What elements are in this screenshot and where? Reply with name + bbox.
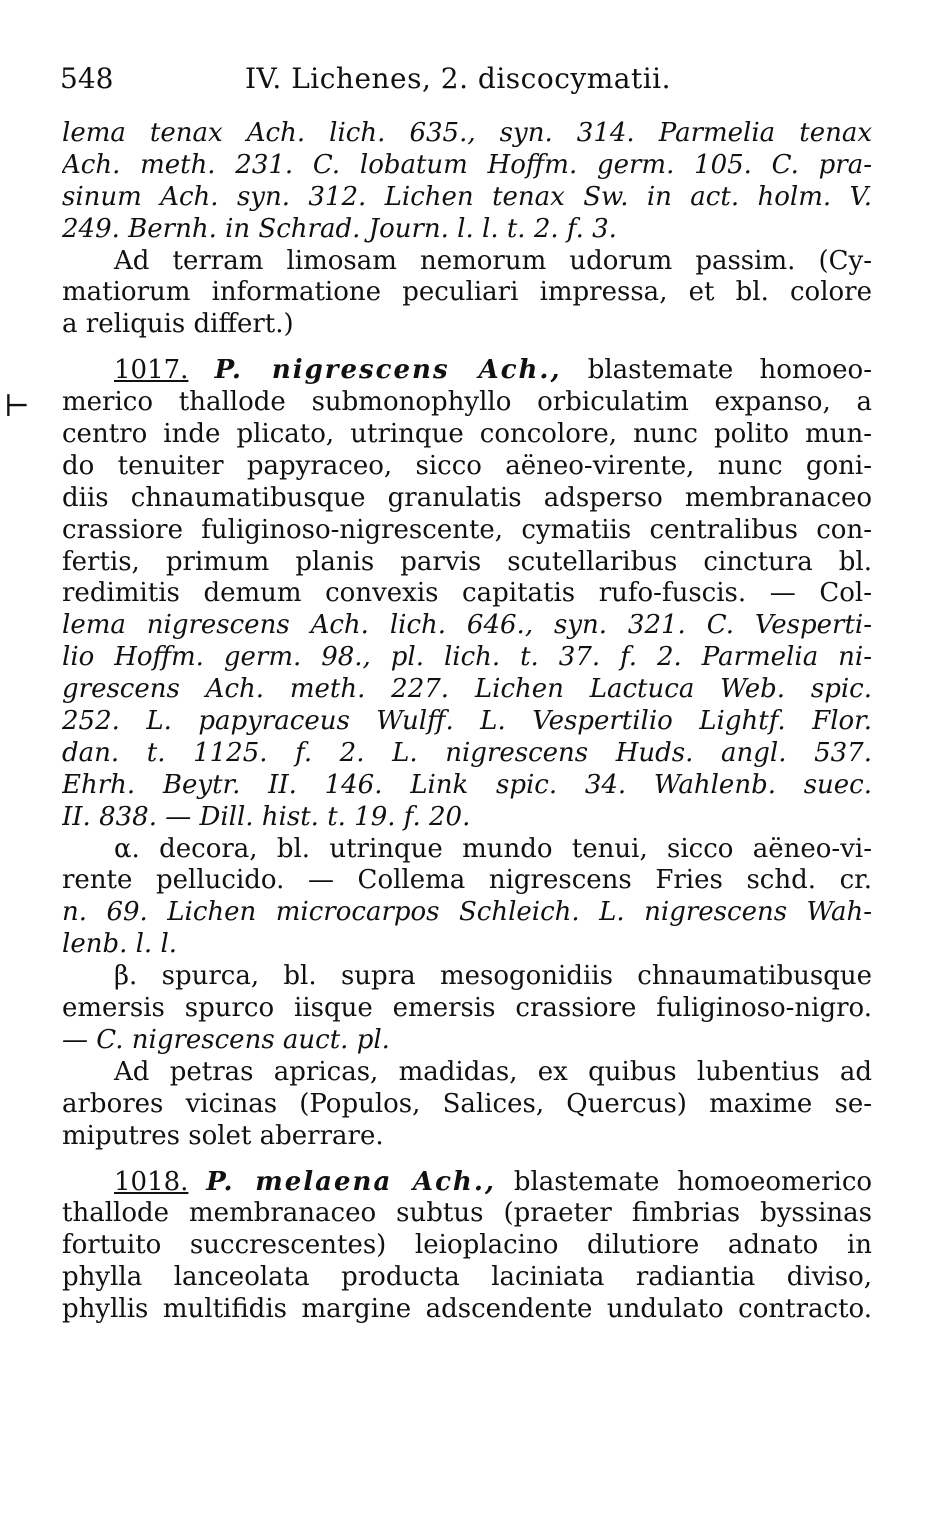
text-line: lio Hoffm. germ. 98., pl. lich. t. 37. f. 2. Parmelia ni- (62, 642, 872, 673)
species-number: 1018. (114, 1166, 189, 1197)
page-number: 548 (60, 62, 114, 95)
text-line: redimitis demum convexis capitatis rufo-fuscis. — Col- (62, 578, 872, 609)
text-line: dan. t. 1125. f. 2. L. nigrescens Huds. angl. 537. (62, 737, 872, 768)
text-line: arbores vicinas (Populos, Salices, Quercus) maxime se- (62, 1088, 872, 1119)
text-line: fertis, primum planis parvis scutellaribus cinctura bl. (62, 546, 872, 577)
text-line: Ad terram limosam nemorum udorum passim. (Cy- (114, 245, 872, 276)
text-line: crassiore fuliginoso-nigrescente, cymatiis centralibus con- (62, 514, 872, 545)
habitat-line: Ad petras apricas, madidas, ex quibus lubentius ad (114, 1056, 872, 1087)
text-line: Ehrh. Beytr. II. 146. Link spic. 34. Wahlenb. suec. (62, 769, 872, 800)
species-description-start: blastemate homoeo- (587, 355, 872, 386)
species-heading-1018 (62, 1167, 872, 1199)
text-line: lenb. l. l. (62, 929, 178, 960)
text-line: 249. Bernh. in Schrad. Journ. l. l. t. 2. f. 3. (62, 213, 617, 244)
text-line: rente pellucido. — Collema nigrescens Fries schd. cr. (62, 865, 872, 896)
species-number: 1017. (114, 355, 189, 386)
species-description-start: blastemate homoeomerico (513, 1166, 872, 1197)
text-line: do tenuiter papyraceo, sicco aëneo-virente, nunc goni- (62, 450, 872, 481)
text-line: — C. nigrescens auct. pl. (62, 1024, 390, 1055)
text-line: phyllis multifidis margine adscendente undulato contracto. (62, 1294, 872, 1325)
text-line: II. 838. — Dill. hist. t. 19. f. 20. (62, 801, 471, 832)
text-line: sinum Ach. syn. 312. Lichen tenax Sw. in act. holm. V. (62, 181, 872, 212)
text-line: 252. L. papyraceus Wulff. L. Vespertilio Lightf. Flor. (62, 706, 872, 737)
text-line: centro inde plicato, utrinque concolore, nunc polito mun- (62, 419, 872, 450)
text-line: miputres solet aberrare. (62, 1120, 384, 1151)
text-line: phylla lanceolata producta laciniata radiantia diviso, (62, 1262, 872, 1293)
variety-beta-line: β. spurca, bl. supra mesogonidiis chnaumatibusque (114, 961, 872, 992)
text-line: lema nigrescens Ach. lich. 646., syn. 321. C. Vesperti- (62, 610, 872, 641)
text-line: Ach. meth. 231. C. lobatum Hoffm. germ. 105. C. pra- (62, 149, 872, 180)
text-line: diis chnaumatibusque granulatis adsperso membranaceo (62, 482, 872, 513)
page-body (62, 118, 872, 1326)
text-line: a reliquis differt.) (62, 309, 294, 340)
species-name: P. nigrescens Ach., (214, 355, 562, 386)
page-header (60, 62, 860, 102)
text-line: fortuito succrescentes) leioplacino dilutiore adnato in (62, 1230, 872, 1261)
text-line: lema tenax Ach. lich. 635., syn. 314. Parmelia tenax (62, 118, 872, 148)
text-line: merico thallode submonophyllo orbiculatim expanso, a (62, 387, 872, 418)
species-name: P. melaena Ach., (206, 1166, 496, 1197)
margin-mark: ⊢ (4, 389, 30, 424)
text-line: grescens Ach. meth. 227. Lichen Lactuca Web. spic. (62, 674, 872, 705)
text-line: n. 69. Lichen microcarpos Schleich. L. nigrescens Wah- (62, 897, 872, 928)
variety-alpha-line: α. decora, bl. utrinque mundo tenui, sicco aëneo-vi- (114, 833, 872, 864)
text-line: thallode membranaceo subtus (praeter fimbrias byssinas (62, 1198, 872, 1229)
species-heading-1017 (62, 355, 872, 387)
text-line: matiorum informatione peculiari impressa, et bl. colore (62, 277, 872, 308)
running-head: IV. Lichenes, 2. discocymatii. (245, 62, 672, 95)
text-line: emersis spurco iisque emersis crassiore fuliginoso-nigro. (62, 993, 872, 1024)
